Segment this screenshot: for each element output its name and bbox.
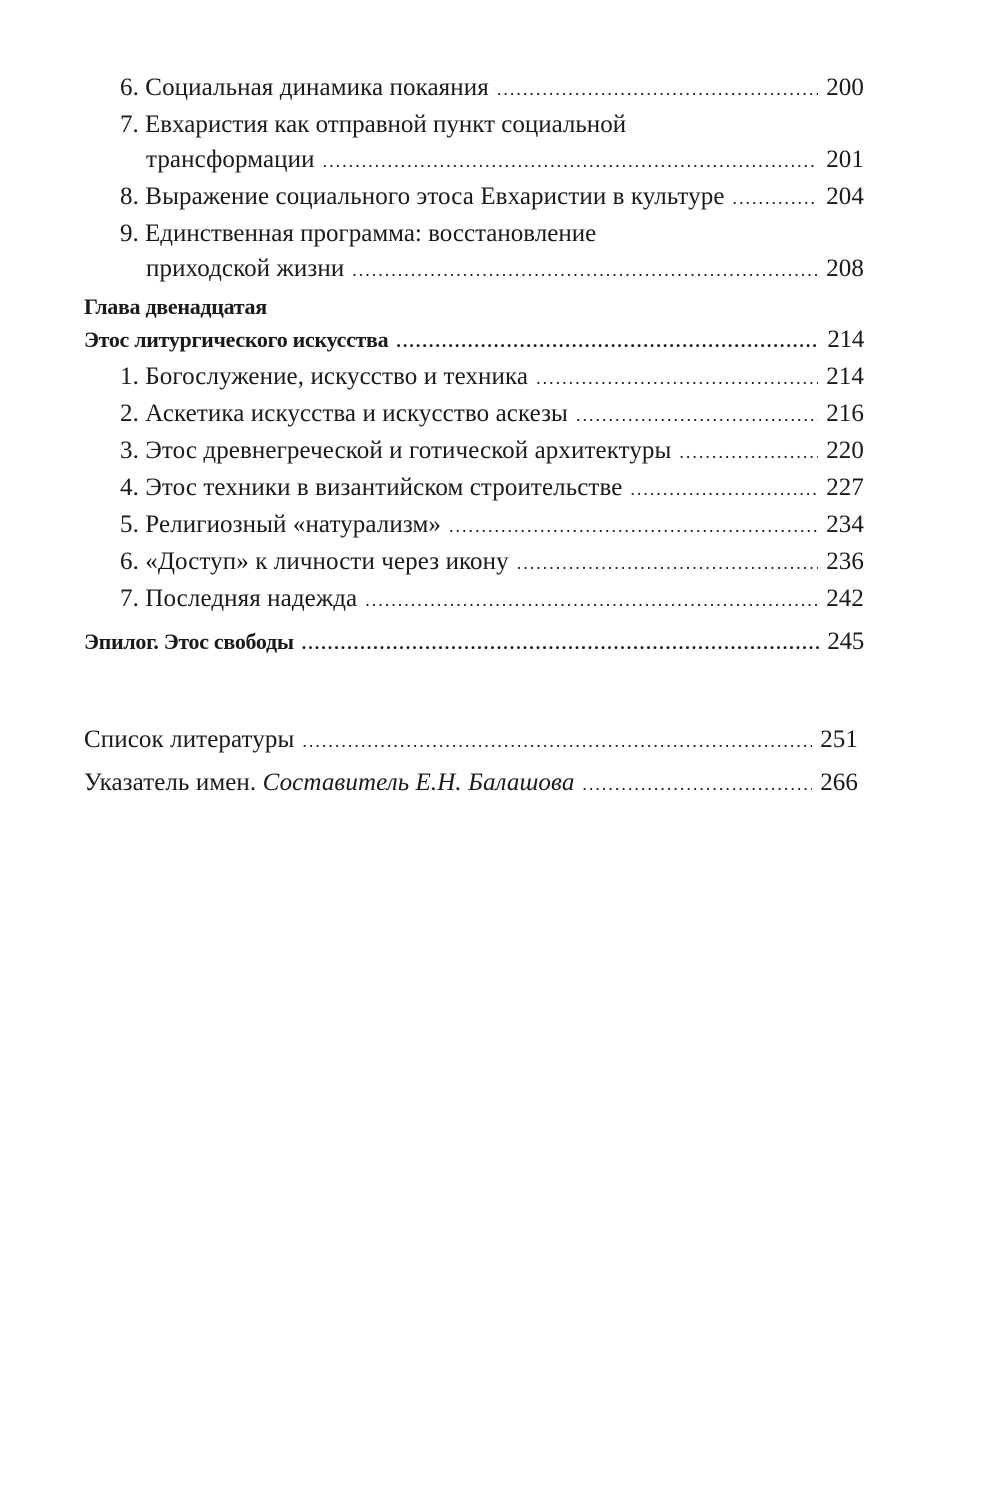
toc-entry-title: 8. Выражение социального этоса Евхаристии в культуре (120, 183, 725, 210)
table-of-contents (84, 70, 864, 805)
leader-dots (302, 720, 812, 762)
toc-entry-page: 204 (826, 183, 864, 210)
toc-entry-title-line1: 7. Евхаристия как отправной пункт социальной (120, 111, 627, 138)
toc-entry-page: 214 (826, 363, 864, 390)
index-title (84, 762, 574, 804)
toc-entry-title: 2. Аскетика искусства и искусство аскезы (120, 400, 568, 427)
toc-entry-title-line1: 9. Единственная программа: восстановление (120, 220, 597, 247)
leader-dots (630, 472, 818, 507)
bibliography-title: Список литературы (84, 726, 295, 753)
toc-entry-ch12-1[interactable] (84, 359, 864, 396)
toc-entry-ch12-4[interactable] (84, 470, 864, 507)
toc-entry-page: 216 (826, 400, 864, 427)
toc-entry-page: 242 (826, 585, 864, 612)
toc-entry-page: 214 (827, 326, 864, 353)
toc-entry-ch11-9[interactable] (84, 216, 864, 288)
epilog-title: Эпилог. Этос свободы (84, 629, 294, 654)
leader-dots (497, 72, 818, 107)
section-spacer (84, 661, 864, 719)
toc-entry-title: 5. Религиозный «натурализм» (120, 511, 441, 538)
toc-entry-ch12-2[interactable] (84, 396, 864, 433)
toc-bibliography[interactable] (84, 719, 864, 762)
toc-entry-page: 200 (826, 74, 864, 101)
leader-dots (733, 181, 819, 216)
toc-entry-ch12-6[interactable] (84, 544, 864, 581)
toc-entry-page: 227 (826, 474, 864, 501)
chapter-heading: Глава двенадцатая (84, 294, 267, 319)
toc-entry-page: 208 (826, 255, 864, 282)
leader-dots (365, 583, 818, 618)
toc-entry-title: 3. Этос древнегреческой и готической архитектуры (120, 437, 672, 464)
toc-entry-page: 236 (826, 548, 864, 575)
leader-dots (517, 546, 818, 581)
toc-entry-page: 251 (820, 726, 858, 753)
toc-entry-page: 201 (826, 146, 864, 173)
toc-entry-ch12-7[interactable] (84, 581, 864, 618)
leader-dots (679, 435, 818, 470)
leader-dots (352, 253, 818, 288)
toc-entry-ch11-8[interactable] (84, 179, 864, 216)
toc-entry-ch11-7[interactable] (84, 107, 864, 179)
toc-entry-title: 4. Этос техники в византийском строительстве (120, 474, 623, 501)
toc-entry-page: 234 (826, 511, 864, 538)
toc-entry-ch12-3[interactable] (84, 433, 864, 470)
toc-entry-title: 1. Богослужение, искусство и техника (120, 363, 529, 390)
leader-dots (396, 324, 819, 359)
toc-entry-ch12-5[interactable] (84, 507, 864, 544)
leader-dots (449, 509, 818, 544)
leader-dots (576, 398, 818, 433)
leader-dots (323, 144, 819, 179)
toc-index[interactable] (84, 762, 864, 805)
toc-entry-title: 7. Последняя надежда (120, 585, 358, 612)
toc-entry-title: 6. «Доступ» к личности через икону (120, 548, 509, 575)
toc-entry-ch11-6[interactable] (84, 70, 864, 107)
toc-entry-page: 220 (826, 437, 864, 464)
index-title-compiler: Составитель Е.Н. Балашова (262, 769, 575, 796)
toc-chapter-12[interactable] (84, 322, 864, 359)
chapter-title: Этос литургического искусства (84, 327, 389, 352)
index-title-plain: Указатель имен. (84, 769, 257, 796)
leader-dots (582, 763, 812, 805)
toc-entry-title-line2: трансформации (146, 146, 315, 173)
leader-dots (302, 626, 820, 661)
toc-entry-page: 245 (827, 628, 864, 655)
toc-entry-title-line2: приходской жизни (146, 255, 345, 282)
toc-epilog[interactable] (84, 624, 864, 661)
leader-dots (536, 361, 818, 396)
toc-entry-title: 6. Социальная динамика покаяния (120, 74, 489, 101)
toc-entry-page: 266 (820, 769, 858, 796)
